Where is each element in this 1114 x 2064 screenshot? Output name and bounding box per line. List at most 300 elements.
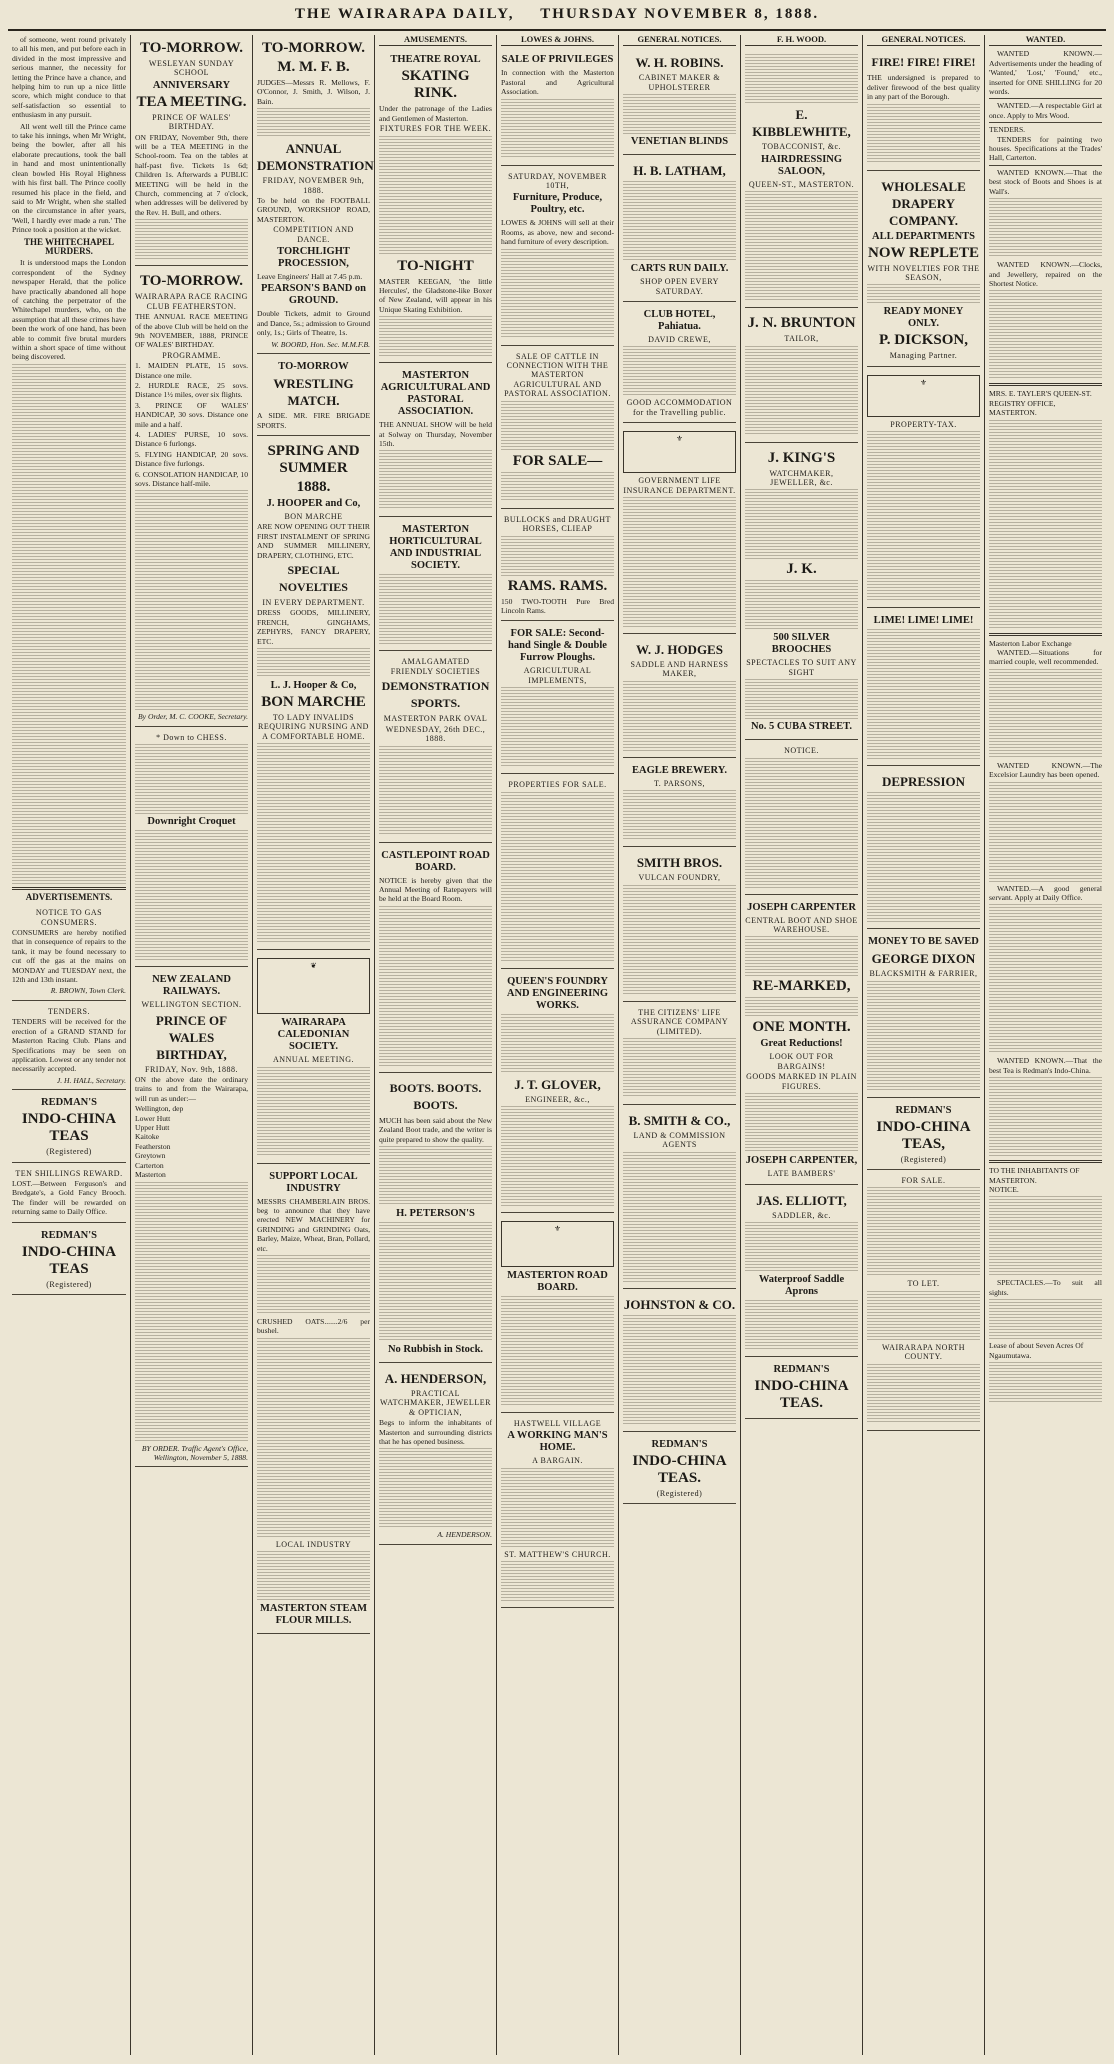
ad-title: RE-MARKED, <box>752 978 851 995</box>
ad-title: PRINCE OF WALES BIRTHDAY, <box>155 1012 228 1062</box>
ad-body-text <box>501 1468 614 1548</box>
brand-name: REDMAN'S <box>651 1438 708 1450</box>
ad-subtitle: TOBACCONIST, &c. <box>761 142 842 152</box>
advertisement <box>867 768 980 929</box>
advertisement <box>379 845 492 1073</box>
ad-title: SALE OF PRIVILEGES <box>501 54 614 66</box>
ad-heading: NOTICE TO GAS CONSUMERS. <box>35 908 103 927</box>
ad-subtitle: LOCAL INDUSTRY <box>275 1539 352 1549</box>
ad-subtitle: PRINCE OF WALES' BIRTHDAY. <box>152 112 231 132</box>
ad-title: JOHNSTON & CO. <box>623 1296 736 1312</box>
columns-grid <box>8 35 1106 2055</box>
ad-title: WHOLESALE DRAPERY COMPANY. <box>881 178 966 228</box>
advertisement <box>623 1434 736 1504</box>
ad-subtitle: WAIRARAPA NORTH COUNTY. <box>882 1342 965 1362</box>
ad-signature: W. BOORD, Hon. Sec. M.M.F.B. <box>271 339 370 349</box>
ad-subtitle: LOOK OUT FOR BARGAINS! <box>769 1052 834 1071</box>
ad-title: JAS. ELLIOTT, <box>756 1192 847 1208</box>
programme-heading: PROGRAMME. <box>162 350 221 360</box>
column-6 <box>618 35 740 2055</box>
ad-title: CASTLEPOINT ROAD BOARD. <box>381 849 490 873</box>
advertisement <box>135 35 248 266</box>
ad-subtitle: BON MARCHE <box>284 511 343 521</box>
ad-body-text <box>745 679 858 719</box>
ad-text: MESSRS CHAMBERLAIN BROS. beg to announce that they have erected NEW MACHINERY for GRINDING and GRINDING Oats, Barley, Maize, Wheat, Bran, Pollard, etc. <box>257 1196 370 1253</box>
ad-subtitle: ENGINEER, &c., <box>525 1094 590 1104</box>
advertisement <box>623 1004 736 1105</box>
programme-item: 1. MAIDEN PLATE, 15 sovs. Distance one mile. <box>135 361 248 380</box>
ad-title: Lease of about Seven Acres Of Ngaumutawa. <box>989 1341 1084 1360</box>
brand-product: INDO-CHINA TEAS <box>21 1111 117 1145</box>
rate-table <box>623 497 736 627</box>
brand-product: INDO-CHINA TEAS. <box>754 1377 849 1411</box>
article-paragraph: It is understood maps the London correspondent of the Sydney newspaper Herald, that the police have practically abandoned all hope of catching the perpetrator of the Whitechapel murders, who, on the assumption that all these crimes have been the work of one hand, has been able to commit five brutal murders within a short space of time without being discovered. <box>12 258 126 362</box>
advertisement <box>623 849 736 1001</box>
ad-text: Double Tickets, admit to Ground and Dance, 5s.; admission to Ground only, 1s.; Girls of Theatre, 1s. <box>257 309 370 338</box>
station-row: Masterton <box>135 1170 166 1180</box>
programme-item: 2. HURDLE RACE, 25 sovs. Distance 1½ miles, over six flights. <box>135 380 248 400</box>
ad-body-text <box>745 1300 858 1350</box>
brand-name: REDMAN'S <box>895 1104 952 1116</box>
advertisement <box>12 904 126 1001</box>
ad-body-text <box>257 648 370 678</box>
advertisement <box>379 1365 492 1545</box>
ad-subtitle: SALE OF CATTLE IN CONNECTION WITH THE MASTERTON AGRICULTURAL AND PASTORAL ASSOCIATION. <box>504 351 611 399</box>
ad-title: MASTERTON AGRICULTURAL AND PASTORAL ASSOCIATION. <box>380 370 491 418</box>
ad-title: CLUB HOTEL, Pahiatua. <box>643 309 716 333</box>
ad-body-text <box>501 687 614 767</box>
ad-subtitle: TO LADY INVALIDS REQUIRING NURSING AND A COMFORTABLE HOME. <box>258 712 369 741</box>
ad-subtitle: J. HOOPER and Co, <box>266 497 361 509</box>
ad-body-text <box>257 743 370 943</box>
ad-title: JOSEPH CARPENTER <box>747 901 856 913</box>
ad-body-text <box>257 1255 370 1315</box>
ad-title: BOOTS. BOOTS. BOOTS. <box>389 1080 482 1112</box>
programme-item: 4. LADIES' PURSE, 10 sovs. Distance 6 furlongs. <box>135 429 248 449</box>
ad-title: TO-NIGHT <box>397 257 474 274</box>
ad-title: FOR SALE: Second-hand Single & Double Furrow Ploughs. <box>508 628 607 664</box>
classified-ad: WANTED KNOWN.—The Excelsior Laundry has been opened. <box>989 760 1102 780</box>
ad-text: In connection with the Masterton Pastoral and Agricultural Association. <box>501 68 614 97</box>
ad-text: NOTICE is hereby given that the Annual Meeting of Ratepayers will be held at the Board Room. <box>379 875 492 904</box>
ad-text: ARE NOW OPENING OUT THEIR FIRST INSTALMENT OF SPRING AND SUMMER MILLINERY, DRAPERY, CLOTHING, ETC. <box>257 522 370 560</box>
advertisement <box>501 348 614 509</box>
station-row: Upper Hutt <box>135 1123 170 1133</box>
classified-ad: WANTED KNOWN.—That the best Tea is Redman's Indo-China. <box>989 1056 1102 1075</box>
programme-item: 5. FLYING HANDICAP, 20 sovs. Distance five furlongs. <box>135 449 248 469</box>
ad-subtitle: NOTICE. <box>784 746 819 756</box>
ad-body-text <box>379 574 492 644</box>
ad-body-text <box>135 744 248 814</box>
brand-product: INDO-CHINA TEAS <box>21 1243 117 1277</box>
column-8 <box>862 35 984 2055</box>
ad-subtitle: HAIRDRESSING SALOON, <box>760 153 843 177</box>
ad-subtitle: FOR SALE. <box>901 1176 946 1186</box>
station-row: Greytown <box>135 1151 166 1161</box>
ad-body-text <box>501 792 614 962</box>
ad-body-text <box>379 450 492 510</box>
ad-title: NEW ZEALAND RAILWAYS. <box>152 974 231 998</box>
ad-subtitle: ANNIVERSARY <box>152 79 231 91</box>
column-header: GENERAL NOTICES. <box>867 35 980 46</box>
section-heading: ADVERTISEMENTS. <box>25 891 113 902</box>
column-header: F. H. WOOD. <box>745 35 858 46</box>
ad-body-text <box>623 181 736 261</box>
ad-text: Begs to inform the inhabitants of Masterton and surrounding districts that he has opened business. <box>379 1418 492 1446</box>
ad-title: GEORGE DIXON <box>871 951 976 967</box>
ad-title: ANNUAL DEMONSTRATION <box>257 141 374 174</box>
ad-body-text <box>745 54 858 104</box>
ad-body-text <box>867 792 980 922</box>
ad-body-text <box>623 94 736 134</box>
ad-body-text <box>867 1364 980 1424</box>
ad-subtitle: Great Reductions! <box>760 1038 843 1050</box>
advertisement <box>501 776 614 968</box>
ad-subtitle: WEDNESDAY, 26th DEC., 1888. <box>385 724 486 744</box>
ad-body-text <box>623 1038 736 1098</box>
advertisement <box>867 49 980 170</box>
column-header: WANTED. <box>989 35 1102 46</box>
ad-subtitle: SHOP OPEN EVERY SATURDAY. <box>640 277 719 296</box>
ad-subtitle: DAVID CREWE, <box>648 335 711 345</box>
advertisement <box>257 438 370 950</box>
ad-subtitle: TO THE INHABITANTS OF MASTERTON. <box>989 1166 1080 1185</box>
ad-subtitle: ST. MATTHEW'S CHURCH. <box>504 1549 611 1559</box>
advertisement <box>867 1172 980 1431</box>
advertisement <box>257 1166 370 1635</box>
ad-subtitle: FRIDAY, Nov. 9th, 1888. <box>145 1064 238 1074</box>
price-list <box>379 1222 492 1342</box>
ad-subtitle: PROPERTY-TAX. <box>890 419 957 429</box>
ad-subtitle: HASTWELL VILLAGE <box>513 1418 602 1428</box>
ad-body-text <box>867 284 980 304</box>
classified-ad: WANTED.—A respectable Girl at once. Apply to Mrs Wood. <box>989 101 1102 120</box>
ad-title: MRS. E. TAYLER'S QUEEN-ST. REGISTRY OFFICE, MASTERTON. <box>989 389 1092 418</box>
ad-subtitle: MONEY TO BE SAVED <box>868 936 979 948</box>
ad-subtitle: No Rubbish in Stock. <box>387 1343 484 1355</box>
classified-body <box>989 290 1102 380</box>
ad-subtitle: VENETIAN BLINDS <box>630 136 729 148</box>
ad-body-text <box>867 629 980 759</box>
ad-text: THE ANNUAL SHOW will be held at Solway on Thursday, November 15th. <box>379 420 492 449</box>
ad-title: SPECIAL NOVELTIES <box>279 562 348 594</box>
ad-title: E. KIBBLEWHITE, <box>752 107 851 140</box>
advertisement <box>501 49 614 165</box>
ad-title: SUPPORT LOCAL INDUSTRY <box>269 1170 358 1194</box>
brand-name: REDMAN'S <box>40 1097 97 1109</box>
advertisement <box>12 1092 126 1162</box>
ad-body-text <box>745 489 858 559</box>
classified-ad: SPECTACLES.—To suit all sights. <box>989 1278 1102 1297</box>
paper-title: THE WAIRARAPA DAILY, <box>294 6 515 22</box>
advertisement <box>257 35 374 354</box>
price-list <box>257 1338 370 1538</box>
classified-body <box>989 1077 1102 1157</box>
leader-paragraph: All went well till the Prince came to take his innings, when Mr Wright, being the bowler, after all his elaborate precautions, took the ball in hand and most unintentionally clean bowled His Royal Highness with his first ball. The Prince coolly resumed his place in the field, and said to Mr Wright, when she stalled on the circumstance in after years, 'Well, I hardly ever made a run.' The Prince took a position at the wicket. <box>12 121 126 235</box>
ad-body-text <box>135 219 248 259</box>
ad-title: MASTERTON STEAM FLOUR MILLS. <box>259 1603 368 1627</box>
issue-date: THURSDAY NOVEMBER 8, 1888. <box>540 6 820 22</box>
classified-ad: WANTED KNOWN.—Clocks, and Jewellery, repaired on the Shortest Notice. <box>989 260 1102 288</box>
ad-text: CRUSHED OATS.......2/6 per bushel. <box>257 1317 370 1336</box>
advertisement <box>745 897 858 1185</box>
ad-title: MASTERTON HORTICULTURAL AND INDUSTRIAL SOCIETY. <box>389 524 482 572</box>
ad-subtitle: AMALGAMATED FRIENDLY SOCIETIES <box>390 657 481 676</box>
ad-title: BON MARCHE <box>261 693 366 710</box>
thistle-emblem: ❦ <box>257 958 370 1014</box>
classified-ad: WANTED.—Situations for married couple, well recommended. <box>989 647 1102 667</box>
timetable-body <box>135 1182 248 1442</box>
advertisement <box>623 636 736 758</box>
ad-subtitle: READY MONEY ONLY. <box>883 306 964 330</box>
ad-title: TO-MORROW <box>278 361 349 373</box>
ad-title: TO-MORROW. <box>140 40 243 56</box>
ad-title: TO-MORROW. <box>262 40 365 56</box>
ad-body-text <box>623 1315 736 1425</box>
ad-body-text <box>501 1296 614 1406</box>
classified-body <box>989 198 1102 258</box>
ad-title: H. B. LATHAM, <box>633 163 726 179</box>
ad-body-text <box>135 830 248 960</box>
column-7 <box>740 35 862 2055</box>
ad-body-text <box>867 104 980 164</box>
ad-subtitle: Downright Croquet <box>147 816 236 828</box>
ad-text: A SIDE. MR. FIRE BRIGADE SPORTS. <box>257 411 370 430</box>
ad-subtitle: VULCAN FOUNDRY, <box>638 873 721 883</box>
advertisement <box>623 1291 736 1432</box>
ad-title: J. KING'S <box>767 449 836 466</box>
station-row: Featherston <box>135 1141 171 1151</box>
ad-body-text <box>379 136 492 256</box>
ad-title: Masterton Labor Exchange <box>989 638 1072 648</box>
ad-subtitle: SADDLER, &c. <box>772 1210 831 1220</box>
ad-body-text <box>623 790 736 840</box>
ad-title: TO-MORROW. <box>140 273 243 290</box>
ad-subtitle: CABINET MAKER & UPHOLSTERER <box>638 73 721 92</box>
ad-body-text <box>501 99 614 159</box>
ad-heading: TEN SHILLINGS REWARD. <box>15 1168 123 1178</box>
ad-subtitle: NOTICE. <box>989 1185 1019 1194</box>
advertisement <box>379 519 492 651</box>
registered-mark: (Registered) <box>46 1279 92 1289</box>
ad-subtitle: MASTERTON PARK OVAL <box>383 714 488 724</box>
station-row: Kaitoke <box>135 1132 160 1142</box>
advertisement <box>867 931 980 1097</box>
programme-item: 3. PRINCE OF WALES' HANDICAP, 30 sovs. Distance one mile and a half. <box>135 400 248 429</box>
classified-ad: TENDERS for painting two houses. Specifications at the Trades' Hall, Carterton. <box>989 134 1102 163</box>
ad-subtitle: H. PETERSON'S <box>396 1207 475 1219</box>
leader-paragraph: of someone, went round privately to all his men, and put before each in divided in the most impressive and serious manner, the necessity for letting the Prince have a chance, and helping him to run up a nice little score, which might conduce to that self-satisfaction so essential to enthusiasm in any pursuit. <box>12 35 126 120</box>
registered-mark: (Registered) <box>900 1154 947 1164</box>
ad-subtitle: FRIDAY, NOVEMBER 9th, 1888. <box>262 176 365 195</box>
advertisement <box>501 971 614 1213</box>
ad-body-text <box>623 885 736 995</box>
ad-subtitle: TO LET. <box>907 1279 940 1289</box>
ad-text: MUCH has been said about the New Zealand Boot trade, and the writer is quite prepared to show the quality. <box>379 1115 492 1144</box>
ad-title: ONE MONTH. <box>752 1019 851 1036</box>
ad-text: LOST.—Between Ferguson's and Bredgate's, a Gold Fancy Brooch. The finder will be rewarded on returning same to Daily Office. <box>12 1178 126 1217</box>
ad-title: SPRING AND SUMMER <box>267 442 360 476</box>
ad-body-text <box>745 191 858 301</box>
ad-body-text <box>623 681 736 751</box>
advertisement <box>257 952 370 1163</box>
ad-body-text <box>135 490 248 710</box>
govt-crest: ⚜ <box>623 431 736 473</box>
ad-text: JUDGES—Messrs R. Mellows, F. O'Connor, J. Smith, J. Wilson, J. Bain. <box>257 78 370 106</box>
ad-title: J. T. GLOVER, <box>514 1076 601 1092</box>
ad-subtitle: SPECTACLES TO SUIT ANY SIGHT <box>746 658 857 677</box>
ad-subtitle: PROPERTIES FOR SALE. <box>508 780 607 790</box>
ad-title: FOR SALE— <box>512 452 603 469</box>
station-list <box>135 1104 248 1179</box>
ad-subtitle: BLACKSMITH & FARRIER, <box>869 969 978 979</box>
ad-title: TEA MEETING. <box>136 93 247 110</box>
classified-body <box>989 1362 1102 1402</box>
ad-subtitle: PRACTICAL WATCHMAKER, JEWELLER & OPTICIAN, <box>380 1388 491 1417</box>
ad-subtitle: SATURDAY, NOVEMBER 10TH, <box>508 171 607 191</box>
ad-subtitle: CARTS RUN DAILY. <box>630 263 729 275</box>
ad-title: 1888. <box>296 478 331 495</box>
classified-ad: WANTED KNOWN.—Advertisements under the heading of 'Wanted,' 'Lost,' 'Found,' etc., inserted for ONE SHILLING for 20 words. <box>989 49 1102 97</box>
ad-text: ON FRIDAY, November 9th, there will be a TEA MEETING in the School-room. Tea on the tables at half-past five. Tickets 1s 6d; Children 1s. Afterwards a PUBLIC MEETING will be held in the Church, commencing at 7 o'clock, when addresses will be delivered by the Rev. H. Bull, and others. <box>135 132 248 217</box>
ad-body-text <box>867 431 980 601</box>
ad-body-text <box>745 758 858 888</box>
ad-body-text <box>623 346 736 396</box>
brand-product: INDO-CHINA TEAS. <box>632 1452 727 1486</box>
ad-title: WAIRARAPA CALEDONIAN SOCIETY. <box>277 1017 350 1053</box>
ad-subtitle: LAND & COMMISSION AGENTS <box>633 1130 726 1150</box>
ad-subtitle: TAILOR, <box>784 334 819 344</box>
station-row: Wellington, dep <box>135 1104 184 1114</box>
ad-signature: A. HENDERSON. <box>437 1530 492 1540</box>
ad-body-text <box>257 1067 370 1157</box>
ad-subtitle: 500 SILVER BROOCHES <box>771 632 832 656</box>
ad-signature: By Order, M. C. COOKE, Secretary. <box>138 712 248 722</box>
registered-mark: (Registered) <box>656 1488 703 1498</box>
advertisement <box>745 1187 858 1357</box>
ad-title: DEMONSTRATION SPORTS. <box>381 679 490 711</box>
brand-name: REDMAN'S <box>773 1363 830 1375</box>
ad-subtitle: AGRICULTURAL IMPLEMENTS, <box>523 666 592 685</box>
ad-subtitle: WAIRARAPA RACE RACING CLUB FEATHERSTON. <box>135 292 248 311</box>
advertisement <box>501 511 614 622</box>
ad-subtitle: TENDERS. <box>989 125 1026 135</box>
ad-subtitle: BULLOCKS and DRAUGHT HORSES, CLIEAP <box>504 514 611 534</box>
column-9 <box>984 35 1106 2055</box>
ad-subtitle: THE CITIZENS' LIFE ASSURANCE COMPANY (LIMITED). <box>630 1007 729 1036</box>
ad-title: QUEEN'S FOUNDRY AND ENGINEERING WORKS. <box>506 975 609 1011</box>
ad-signature: R. BROWN, Town Clerk. <box>50 986 126 996</box>
ad-title: SKATING RINK. <box>401 68 470 102</box>
ad-title: B. SMITH & CO., <box>628 1112 731 1128</box>
ad-subtitle: WATCHMAKER, JEWELLER, &c. <box>769 468 834 488</box>
ad-subtitle: ANNUAL MEETING. <box>273 1055 354 1065</box>
ad-body-text <box>745 936 858 976</box>
station-row: Carterton <box>135 1160 164 1170</box>
ad-subtitle: A BARGAIN. <box>532 1456 583 1466</box>
ad-subtitle: QUEEN-ST., MASTERTON. <box>748 179 855 189</box>
advertisement <box>867 1100 980 1170</box>
ad-body-text <box>867 981 980 1091</box>
ad-body-text <box>745 346 858 436</box>
coat-of-arms: ⚜ <box>501 1221 614 1267</box>
ad-text: TENDERS will be received for the erection of a GRAND STAND for Masterton Racing Club. Plans and Specifications may be seen on application. Lowest or any tender not necessarily accepted. <box>12 1017 126 1074</box>
advertisement <box>135 268 248 727</box>
ad-body-text <box>501 472 614 502</box>
advertisement <box>12 1003 126 1090</box>
advertisement <box>745 1359 858 1419</box>
ad-body-text <box>501 1106 614 1206</box>
ad-body-text <box>501 249 614 339</box>
article-body-text <box>12 364 126 884</box>
ad-body-text <box>623 1152 736 1282</box>
ad-subtitle: FIXTURES FOR THE WEEK. <box>379 124 492 134</box>
registered-mark: (Registered) <box>46 1147 92 1157</box>
ad-subtitle: L. J. Hooper & Co, <box>270 679 357 691</box>
classified-body <box>989 904 1102 1054</box>
advertisement <box>623 49 736 155</box>
ad-title: W. J. HODGES <box>636 642 723 658</box>
column-3 <box>252 35 374 2055</box>
ad-title: NOW REPLETE <box>868 244 979 261</box>
ad-title: J. N. BRUNTON <box>747 315 856 332</box>
ad-text: DRESS GOODS, MILLINERY, FRENCH, GINGHAMS, ZEPHYRS, FANCY DRAPERY, ETC. <box>257 608 370 646</box>
ad-text: To be held on the FOOTBALL GROUND, WORKSHOP ROAD, MASTERTON. <box>257 196 370 224</box>
ad-body-text <box>745 580 858 630</box>
ad-body-text <box>501 1561 614 1601</box>
ad-title: EAGLE BREWERY. <box>632 764 727 776</box>
column-2 <box>130 35 252 2055</box>
ad-text: Leave Engineers' Hall at 7.45 p.m. <box>257 272 363 282</box>
advertisement <box>745 310 858 442</box>
ad-subtitle: T. PARSONS, <box>653 778 706 788</box>
column-4 <box>374 35 496 2055</box>
ad-body-text <box>867 1187 980 1277</box>
ad-text: Under the patronage of the Ladies and Gentlemen of Masterton. <box>379 104 492 123</box>
ad-body-text <box>745 997 858 1017</box>
ad-text: LOWES & JOHNS will sell at their Rooms, as above, new and second-hand furniture of every description. <box>501 218 614 247</box>
ad-title: SMITH BROS. <box>636 855 723 871</box>
ad-subtitle: CENTRAL BOOT AND SHOE WAREHOUSE. <box>745 915 858 935</box>
ad-subtitle: * Down to CHESS. <box>156 732 227 742</box>
ad-subtitle: LATE BAMBERS' <box>767 1169 836 1179</box>
advertisement <box>623 1107 736 1289</box>
govt-crest: ⚜ <box>867 375 980 417</box>
ad-signature: J. H. HALL, Secretary. <box>56 1075 126 1085</box>
ad-subtitle: GOODS MARKED IN PLAIN FIGURES. <box>746 1072 857 1091</box>
ad-body-text <box>745 1093 858 1153</box>
advertisement <box>501 1215 614 1413</box>
ad-text: 150 TWO-TOOTH Pure Bred Lincoln Rams. <box>501 596 614 615</box>
advertisement <box>12 1225 126 1295</box>
ad-body-text <box>379 316 492 356</box>
brand-product: INDO-CHINA TEAS, <box>876 1118 971 1152</box>
ad-subtitle: JOSEPH CARPENTER, <box>745 1155 858 1167</box>
masthead <box>8 6 1106 31</box>
ad-body-text <box>501 536 614 576</box>
section-heading: THE WHITECHAPEL MURDERS. <box>23 236 115 256</box>
ad-text: ON the above date the ordinary trains to and from the Wairarapa, will run as under:— <box>135 1075 248 1103</box>
ad-body-text <box>501 1014 614 1074</box>
ad-body-text <box>379 1448 492 1528</box>
advertisement <box>867 610 980 766</box>
ad-text: THE undersigned is prepared to deliver firewood of the best quality in any part of the Borough. <box>867 73 980 102</box>
ad-subtitle: SADDLE AND HARNESS MAKER, <box>630 660 729 679</box>
ad-heading: TENDERS. <box>48 1006 90 1016</box>
ad-subtitle: ALL DEPARTMENTS <box>872 230 975 242</box>
ad-title: A WORKING MAN'S HOME. <box>507 1430 608 1454</box>
advertisement <box>379 49 492 363</box>
